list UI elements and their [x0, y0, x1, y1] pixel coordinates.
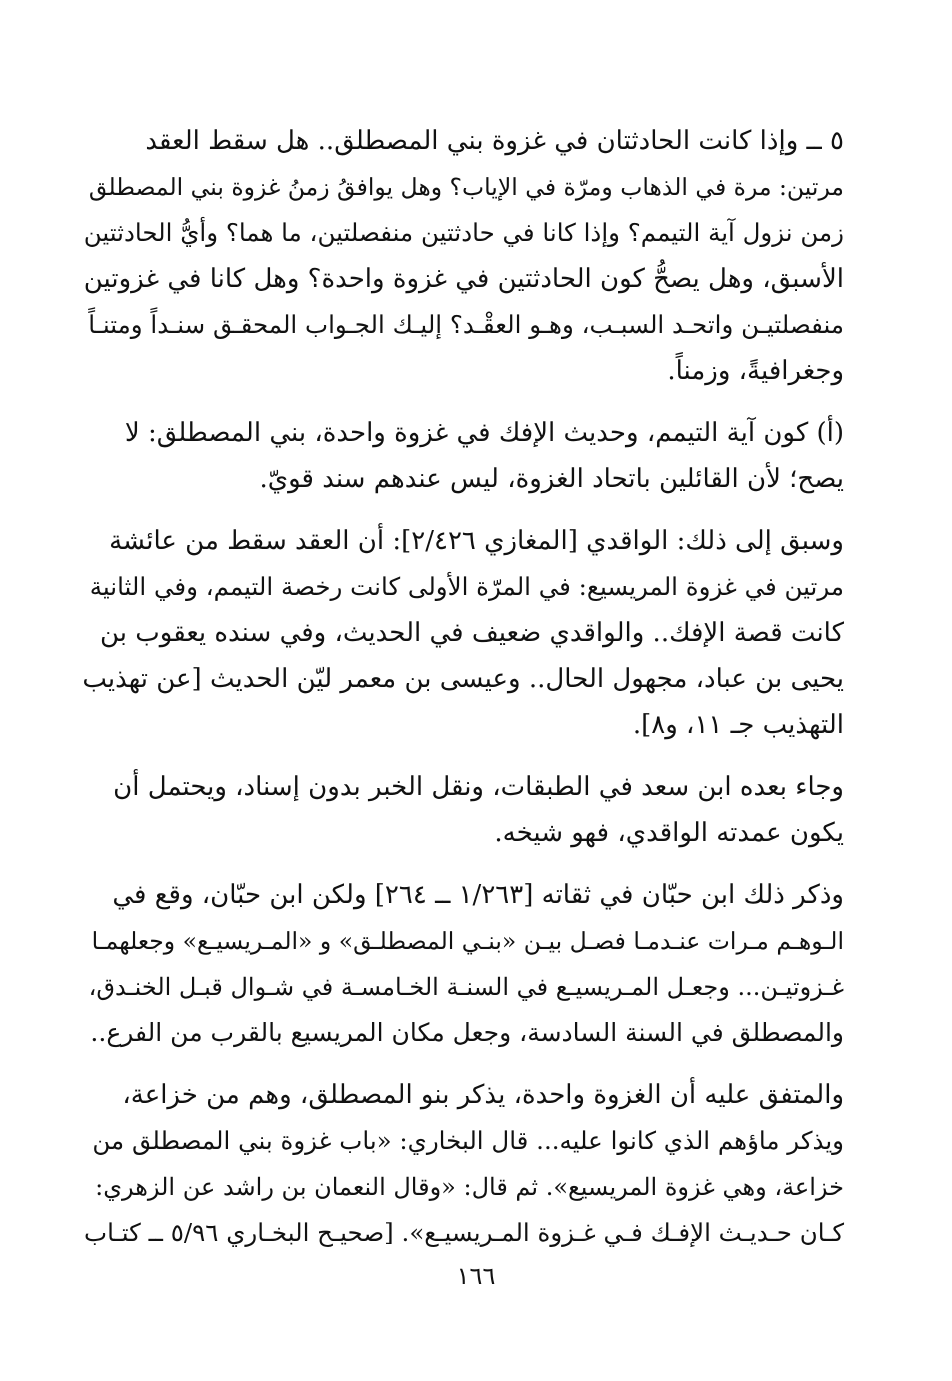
- text-line: الأسبق، وهل يصحُّ كون الحادثتين في غزوة واحدة؟ وهل كانا في غزوتين: [83, 264, 844, 294]
- text-line: يحيى بن عباد، مجهول الحال.. وعيسى بن معمر ليّن الحديث [عن تهذيب: [82, 664, 844, 694]
- text-line: وسبق إلى ذلك: الواقدي [المغازي ٢/٤٢٦]: أن العقد سقط من عائشة: [109, 526, 844, 556]
- text-line: (أ) كون آية التيمم، وحديث الإفك في غزوة واحدة، بني المصطلق: لا: [124, 418, 844, 448]
- text-line: ويذكر ماؤهم الذي كانوا عليه... قال البخاري: «باب غزوة بني المصطلق من: [92, 1126, 844, 1155]
- text-line: كـان حـديـث الإفـك فـي غـزوة المـريسيـع». [صحيـح البخـاري ٥/٩٦ ــ كتـاب: [84, 1218, 844, 1247]
- text-line: زمن نزول آية التيمم؟ وإذا كانا في حادثتين منفصلتين، ما هما؟ وأيُّ الحادثتين: [83, 218, 844, 247]
- text-line: مرتين في غزوة المريسيع: في المرّة الأولى كانت رخصة التيمم، وفي الثانية: [89, 572, 844, 601]
- text-line: التهذيب جـ ١١، و٨].: [632, 710, 844, 740]
- paragraph-waqidi: [82, 518, 844, 748]
- text-line: يكون عمدته الواقدي، فهو شيخه.: [494, 818, 844, 848]
- text-line: يصح؛ لأن القائلين باتحاد الغزوة، ليس عندهم سند قويّ.: [259, 464, 844, 494]
- page-body: [82, 118, 844, 1256]
- text-line: وجغرافيةً، وزمناً.: [667, 356, 844, 386]
- text-line: وجاء بعده ابن سعد في الطبقات، ونقل الخبر بدون إسناد، ويحتمل أن: [113, 772, 844, 802]
- text-line: والمصطلق في السنة السادسة، وجعل مكان المريسيع بالقرب من الفرع..: [90, 1018, 844, 1047]
- paragraph-ibn-saad: [82, 764, 844, 856]
- text-line: خزاعة، وهي غزوة المريسيع». ثم قال: «وقال النعمان بن راشد عن الزهري:: [95, 1173, 844, 1201]
- text-line: غـزوتيـن... وجعـل المـريسيـع في السنـة الخـامسـة في شـوال قبـل الخنـدق،: [88, 973, 844, 1001]
- text-line: الـوهـم مـرات عنـدمـا فصـل بيـن «بنـي المصطلـق» و «المـريسيـع» وجعلهمـا: [91, 927, 844, 955]
- text-line: والمتفق عليه أن الغزوة واحدة، يذكر بنو المصطلق، وهم من خزاعة،: [122, 1080, 844, 1110]
- paragraph-answer-a: [82, 410, 844, 502]
- page-number: ١٦٦: [456, 1262, 496, 1290]
- text-line: كانت قصة الإفك.. والواقدي ضعيف في الحديث، وفي سنده يعقوب بن: [100, 618, 844, 648]
- paragraph-ibn-hibban: [82, 872, 844, 1056]
- text-line: مرتين: مرة في الذهاب ومرّة في الإياب؟ وهل يوافقُ زمنُ غزوة بني المصطلق: [88, 173, 844, 201]
- text-line: ٥ ــ وإذا كانت الحادثتان في غزوة بني المصطلق.. هل سقط العقد: [145, 126, 844, 156]
- paragraph-agreement: [82, 1072, 844, 1256]
- paragraph-questions: [82, 118, 844, 394]
- text-line: منفصلتيـن واتحـد السبـب، وهـو العقْـد؟ إليـك الجـواب المحقـق سنـداً ومتنـاً: [88, 310, 844, 339]
- text-line: وذكر ذلك ابن حبّان في ثقاته [١/٢٦٣ ــ ٢٦٤] ولكن ابن حبّان، وقع في: [112, 880, 844, 910]
